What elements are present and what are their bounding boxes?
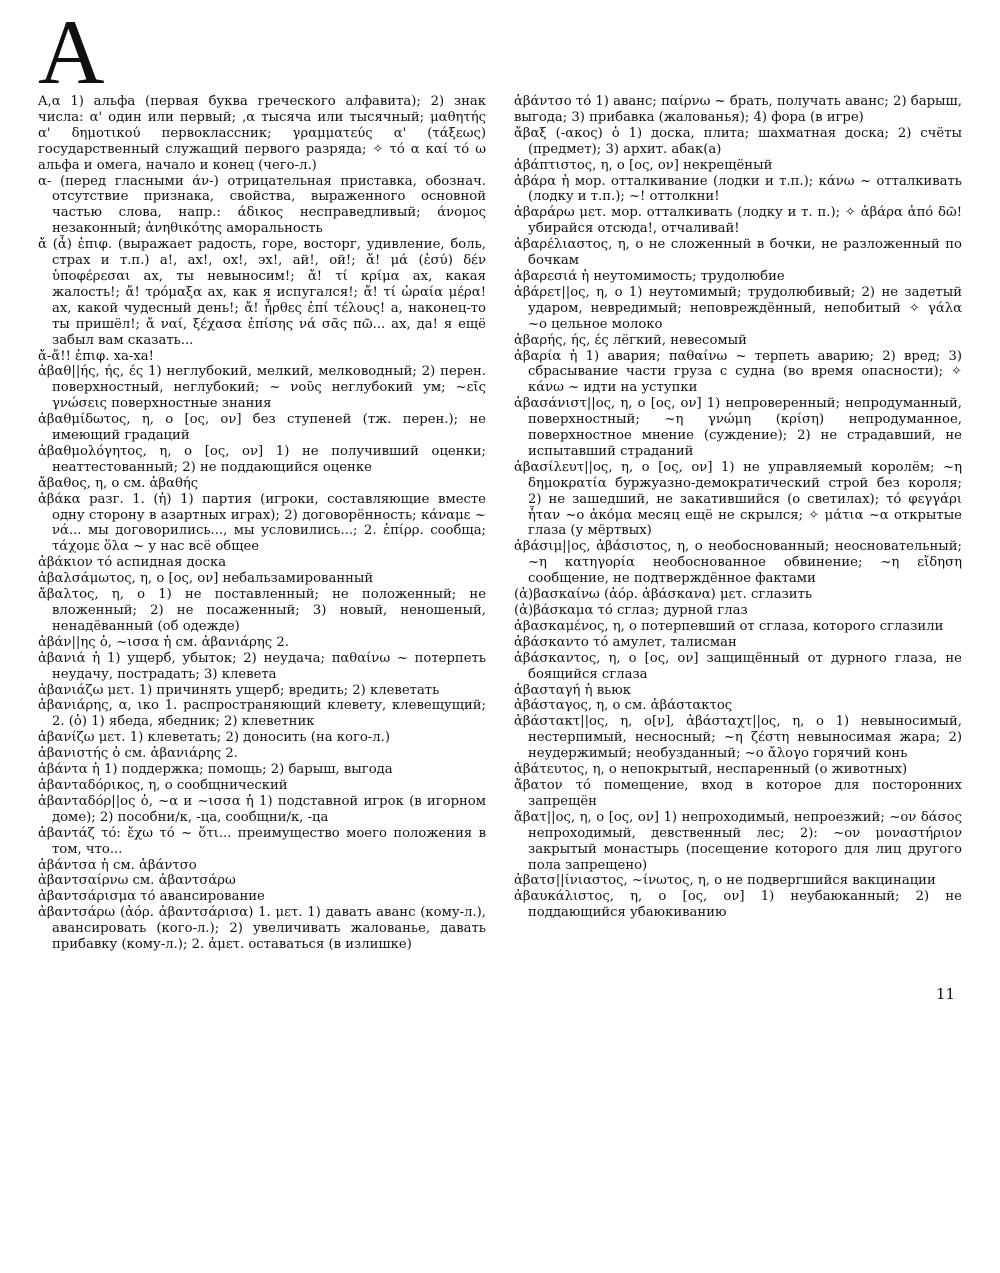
dictionary-entry: ἀβανιάζω μετ. 1) причинять ущерб; вредить; 2) клеветать [38,682,440,698]
dictionary-entry: ἀβαθμίδωτος, η, ο [ος, ον] без ступеней (тж. перен.); не имеющий градаций [38,412,486,444]
dictionary-entry: α- (перед гласными άν-) отрицательная приставка, обознач. отсутствие признака, свойства, выраженного основной частью слова, напр.: άδικος несправедливый; άνομος незаконный; ἀνηθικότης аморальность [38,173,486,237]
dictionary-entry: ἀβάντσο τό 1) аванс; παίρνω ~ брать, получать аванс; 2) барыш, выгода; 3) прибавка (жалованья); 4) фора (в игре) [514,94,962,125]
dictionary-entry: ἄβατ||ος, η, ο [ος, ον] 1) непроходимый, непроезжий; ~ον δάσος непроходимый, девственный лес; 2): ~ον μοναστήριον закрытый монастырь (посещение которого для лиц другого пола запрещено) [514,809,962,873]
dictionary-entry: ἀβάσκαντος, η, ο [ος, ον] защищённый от дурного глаза, не боящийся сглаза [514,650,962,682]
dictionary-entry: ἀβανταδόρικος, η, ο сообщнический [38,777,288,793]
dictionary-entry: ἀβασάνιστ||ος, η, ο [ος, ον] 1) непроверенный; непродуманный, поверхностный; ~η γνώμη (κρίση) непродуманное, поверхностное мнение (суждение); 2) не страдавший, не испытавший страданий [514,396,962,459]
left-column [38,94,486,953]
dictionary-entry: ἀβάτευτος, η, ο непокрытый, неспаренный (о животных) [514,762,908,778]
dictionary-entry: ἄβαθος, η, ο см. ἀβαθής [38,475,199,491]
dictionary-entry: ἄβαξ (-ακος) ὁ 1) доска, плита; шахматная доска; 2) счёты (предмет); 3) архит. абак(а) [514,125,962,157]
dictionary-entry: ἀβαρία ἡ 1) авария; παθαίνω ~ терпеть аварию; 2) вред; 3) сбрасывание части груза с судна (во время опасности); ✧ κάνω ~ идти на уступки [514,348,962,396]
dictionary-entry: ἀβάσιμ||ος, ἀβάσιστος, η, ο необоснованный; неосновательный; ~η κατηγορία необоснованное обвинение; ~η εἴδηση сообщение, не подтверждённое фактами [514,539,962,587]
dictionary-entry: ἀβάν||ης ὁ, ~ισσα ἡ см. ἀβανιάρης 2. [38,634,289,650]
dictionary-entry: ἀβαντάζ τό: ἔχω τό ~ ὅτι... преимущество моего положения в том, что... [38,825,486,857]
dictionary-entry: ἀβάκα разг. 1. (ἡ) 1) партия (игроки, составляющие вместе одну сторону в азартных играх); 2) договорённость; κάναμε ~ νά... мы договорились..., мы условились...; 2. ἐπίρρ. сообща; τάχομε ὅλα ~ у нас всё общее [38,491,486,555]
dictionary-entry: ἀβάρα ἡ мор. отталкивание (лодки и т.п.); κάνω ~ отталкивать (лодку и т.п.); ~! оттолкни! [514,173,962,205]
dictionary-entry: ἀβαρέλιαστος, η, ο не сложенный в бочки, не разложенный по бочкам [514,237,962,269]
dictionary-entry: ἀβανιστής ὁ см. ἀβανιάρης 2. [38,746,238,762]
dictionary-entry: ἀβάπτιστος, η, ο [ος, ον] некрещёный [514,157,773,173]
dictionary-entry: ἀβατσ||ίνιαστος, ~ίνωτος, η, ο не подвергшийся вакцинации [514,873,936,889]
dictionary-entry: ἄ-ἄ!! ἐπιφ. ха-ха! [38,348,154,364]
dictionary-entry: ἀβανταδόρ||ος ὁ, ~α и ~ισσα ἡ 1) подставной игрок (в игорном доме); 2) пособни/к, -ца, сообщни/к, -ца [38,793,486,825]
dictionary-entry: ἀβάσταγος, η, ο см. ἀβάστακτος [514,698,733,714]
dictionary-entry: ἀβάρετ||ος, η, ο 1) неутомимый; трудолюбивый; 2) не задетый ударом, невредимый; неповреждённый, непобитый ✧ γάλα ~ο цельное молоко [514,284,962,332]
dictionary-entry: ἀβαθμολόγητος, η, ο [ος, ον] 1) не получивший оценки; неаттестованный; 2) не поддающийся оценке [38,443,486,475]
dictionary-entry: ἀβάστακτ||ος, η, ο[ν], ἀβάσταχτ||ος, η, ο 1) невыносимый, нестерпимый, несносный; ~η ζέστη невыносимая жара; 2) неудержимый; необузданный; ~ο ἄλογο горячий конь [514,714,962,762]
dictionary-entry: ἀβασίλευτ||ος, η, ο [ος, ον] 1) не управляемый королём; ~η δημοκρατία буржуазно-демократический строй без короля; 2) не зашедший, не закатившийся (о светилах); τό φεγγάρι ἦταν ~ο ἀκόμα месяц ещё не скрылся; ✧ μάτια ~α открытые глаза (у мёртвых) [514,459,962,539]
dictionary-entry: Α,α 1) альфа (первая буква греческого алфавита); 2) знак числа: α' один или первый; ,α тысяча или тысячный; μαθητής α' δημοτικού первоклассник; γραμματεύς α' (τάξεως) государственный служащий первого разряда; ✧ τό α καί τό ω альфа и омега, начало и конец (чего-л.) [38,94,486,173]
right-column [514,94,962,921]
dictionary-entry: ἀβαντσαίρνω см. ἀβαντσάρω [38,873,236,889]
dictionary-entry: ἀβασταγή ἡ вьюк [514,682,632,698]
section-letter: A [38,1,105,103]
dictionary-entry: ἀβάντσα ἡ см. ἀβάντσο [38,857,197,873]
dictionary-entry: ἀβαράρω μετ. мор. отталкивать (лодку и т. п.); ✧ ἀβάρα ἀπό δῶ! убирайся отсюда!, отчаливай! [514,205,962,237]
dictionary-entry: ἀβαθ||ής, ής, ές 1) неглубокий, мелкий, мелководный; 2) перен. поверхностный, неглубокий; ~ νοῦς неглубокий ум; ~εῖς γνώσεις поверхностные знания [38,364,486,412]
dictionary-entry: ἀβανιά ἡ 1) ущерб, убыток; 2) неудача; παθαίνω ~ потерпеть неудачу, пострадать; 3) клевета [38,650,486,682]
dictionary-entry: ἀβανίζω μετ. 1) клеветать; 2) доносить (на кого-л.) [38,730,390,746]
dictionary-entry: ἀβάσκαντο τό амулет, талисман [514,634,737,650]
dictionary-entry: ἀβαρεσιά ἡ неутомимость; трудолюбие [514,268,785,284]
dictionary-entry: (ἀ)βασκαίνω (ἀόρ. ἀβάσκανα) μετ. сглазить [514,587,813,603]
dictionary-entry: ἀβαυκάλιστος, η, ο [ος, ον] 1) неубаюканный; 2) не поддающийся убаюкиванию [514,889,962,921]
dictionary-entry: ἀβασκαμένος, η, ο потерпевший от сглаза, которого сглазили [514,618,944,634]
page-number: 11 [936,985,956,1003]
dictionary-entry: ἄ (ἆ) ἐπιφ. (выражает радость, горе, восторг, удивление, боль, страх и т.п.) а!, ах!, ох!, эх!, ай!, ой!; ἄ! μά (ἐσύ) δέν ὑποφέρεσαι ах, ты невыносим!; ἄ! τί κρίμα ах, какая жалость!; ἄ! τρόμαξα ах, как я испугался!; ἄ! τί ὡραία μέρα! ах, какой чудесный день!; ἄ! ἦρθες ἐπί τέλους! а, наконец-то ты пришёл!; ἄ ναί, ξέχασα ἐπίσης νά σᾶς πῶ... ах, да! я ещё забыл вам сказать... [38,237,486,348]
dictionary-entry: ἀβαρής, ής, ές лёгкий, невесомый [514,332,747,348]
dictionary-entry: ἄβαλτος, η, ο 1) не поставленный; не положенный; не вложенный; 2) не посаженный; 3) новый, неношеный, ненадёванный (об одежде) [38,587,486,634]
dictionary-entry: ἄβατον τό помещение, вход в которое для посторонних запрещён [514,777,962,809]
dictionary-entry: ἀβαντσάρισμα τό авансирование [38,889,265,905]
dictionary-entry: (ἀ)βάσκαμα τό сглаз; дурной глаз [514,603,748,618]
dictionary-entry: ἀβαντσάρω (ἀόρ. ἀβαντσάρισα) 1. μετ. 1) давать аванс (кому-л.), авансировать (кого-л.); 2) увеличивать жалованье, давать прибавку (кому-л.); 2. ἀμετ. оставаться (в излишке) [38,905,486,953]
dictionary-entry: ἀβαλσάμωτος, η, ο [ος, ον] небальзамированный [38,571,374,587]
dictionary-entry: ἀβάκιον τό аспидная доска [38,555,227,571]
dictionary-entry: ἀβάντα ἡ 1) поддержка; помощь; 2) барыш, выгода [38,762,393,778]
dictionary-entry: ἀβανιάρης, α, ικο 1. распространяющий клевету, клевещущий; 2. (ὁ) 1) ябеда, ябедник; 2) клеветник [38,698,486,730]
